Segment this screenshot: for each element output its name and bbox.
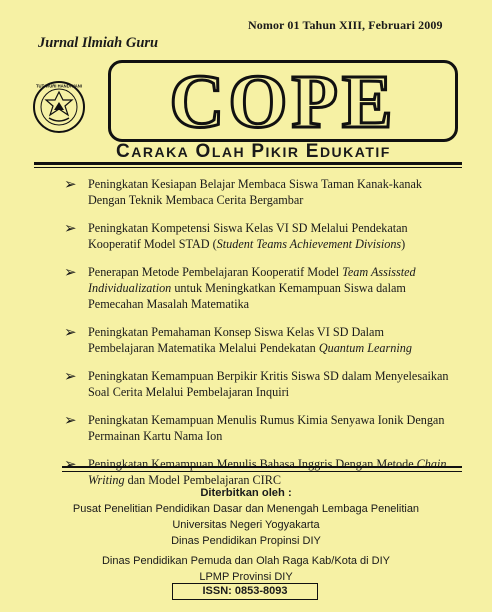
masthead-frame (108, 60, 458, 142)
logo-lettering: TUT WURI HANDAYANI (36, 83, 82, 89)
publisher-line: Dinas Pendidikan Pemuda dan Olah Raga Kab/Kota di DIY (101, 555, 390, 567)
divider-top-thin (34, 167, 462, 168)
article-title-part: Quantum Learning (318, 341, 412, 355)
masthead-title: COPE (169, 60, 397, 144)
divider-bottom-thin (62, 471, 462, 472)
article-list (52, 176, 452, 488)
article-title-part: Chain Writing (88, 457, 447, 487)
divider-bottom-thick (62, 466, 462, 468)
article-item (52, 324, 452, 356)
article-title-part: Penerapan Metode Pembelajaran Kooperatif Model (88, 265, 343, 279)
publisher-line: Pusat Penelitian Pendidikan Dasar dan Menengah Lembaga Penelitian (72, 503, 420, 515)
article-title-part: Team Assissted Individualization (88, 265, 416, 295)
publisher-heading: Diterbitkan oleh : (200, 487, 292, 499)
arrow-bullet-icon: ➢ (64, 263, 77, 281)
article-title-part: untuk Meningkatkan Kemampuan Siswa dalam Pemecahan Masalah Matematika (88, 281, 406, 311)
article-title-part: Peningkatan Kesiapan Belajar Membaca Siswa Taman Kanak-kanak Dengan Teknik Membaca Cerita Bergambar (88, 177, 422, 207)
issue-info: Nomor 01 Tahun XIII, Februari 2009 (248, 18, 443, 32)
publisher-line: Dinas Pendidikan Propinsi DIY (171, 535, 321, 547)
subtitle-text: CARAKA OLAH PIKIR EDUKATIF (116, 141, 391, 162)
arrow-bullet-icon: ➢ (64, 367, 77, 385)
arrow-bullet-icon: ➢ (64, 323, 77, 341)
article-title-part: dan Model Pembelajaran CIRC (124, 473, 281, 487)
masthead-subtitle (116, 141, 391, 163)
article-title-part: ) (401, 237, 406, 251)
article-item (52, 220, 452, 252)
arrow-bullet-icon: ➢ (64, 219, 77, 237)
publisher-block (40, 485, 452, 585)
arrow-bullet-icon: ➢ (64, 411, 77, 429)
article-item (52, 456, 452, 488)
article-item (52, 176, 452, 208)
arrow-bullet-icon: ➢ (64, 455, 77, 473)
publisher-lines (40, 501, 452, 585)
tut-wuri-handayani-logo (32, 80, 86, 134)
article-item (52, 264, 452, 312)
publisher-line: LPMP Provinsi DIY (199, 571, 293, 583)
article-title-part: Peningkatan Kemampuan Menulis Rumus Kimia Senyawa Ionik Dengan Permainan Kartu Nama Ion (88, 413, 445, 443)
journal-label: Jurnal Ilmiah Guru (38, 35, 159, 51)
article-title-part: Peningkatan Kompetensi Siswa Kelas VI SD Melalui Pendekatan Kooperatif Model STAD ( (88, 221, 408, 251)
issn-box: ISSN: 0853-8093 (172, 583, 318, 600)
article-title-part: Peningkatan Kemampuan Berpikir Kritis Siswa SD dalam Menyelesaikan Soal Cerita Melalui Pembelajaran Inquiri (88, 369, 449, 399)
article-title-part: Student Teams Achievement Divisions (216, 237, 402, 251)
article-item (52, 368, 452, 400)
article-title-part: Peningkatan Kemampuan Menulis Bahasa Inggris Dengan Metode (88, 457, 417, 471)
article-title-part: Peningkatan Pemahaman Konsep Siswa Kelas VI SD Dalam Pembelajaran Matematika Melalui Pendekatan (88, 325, 384, 355)
arrow-bullet-icon: ➢ (64, 175, 77, 193)
divider-top-thick (34, 162, 462, 165)
publisher-line: Universitas Negeri Yogyakarta (172, 519, 320, 531)
article-item (52, 412, 452, 444)
